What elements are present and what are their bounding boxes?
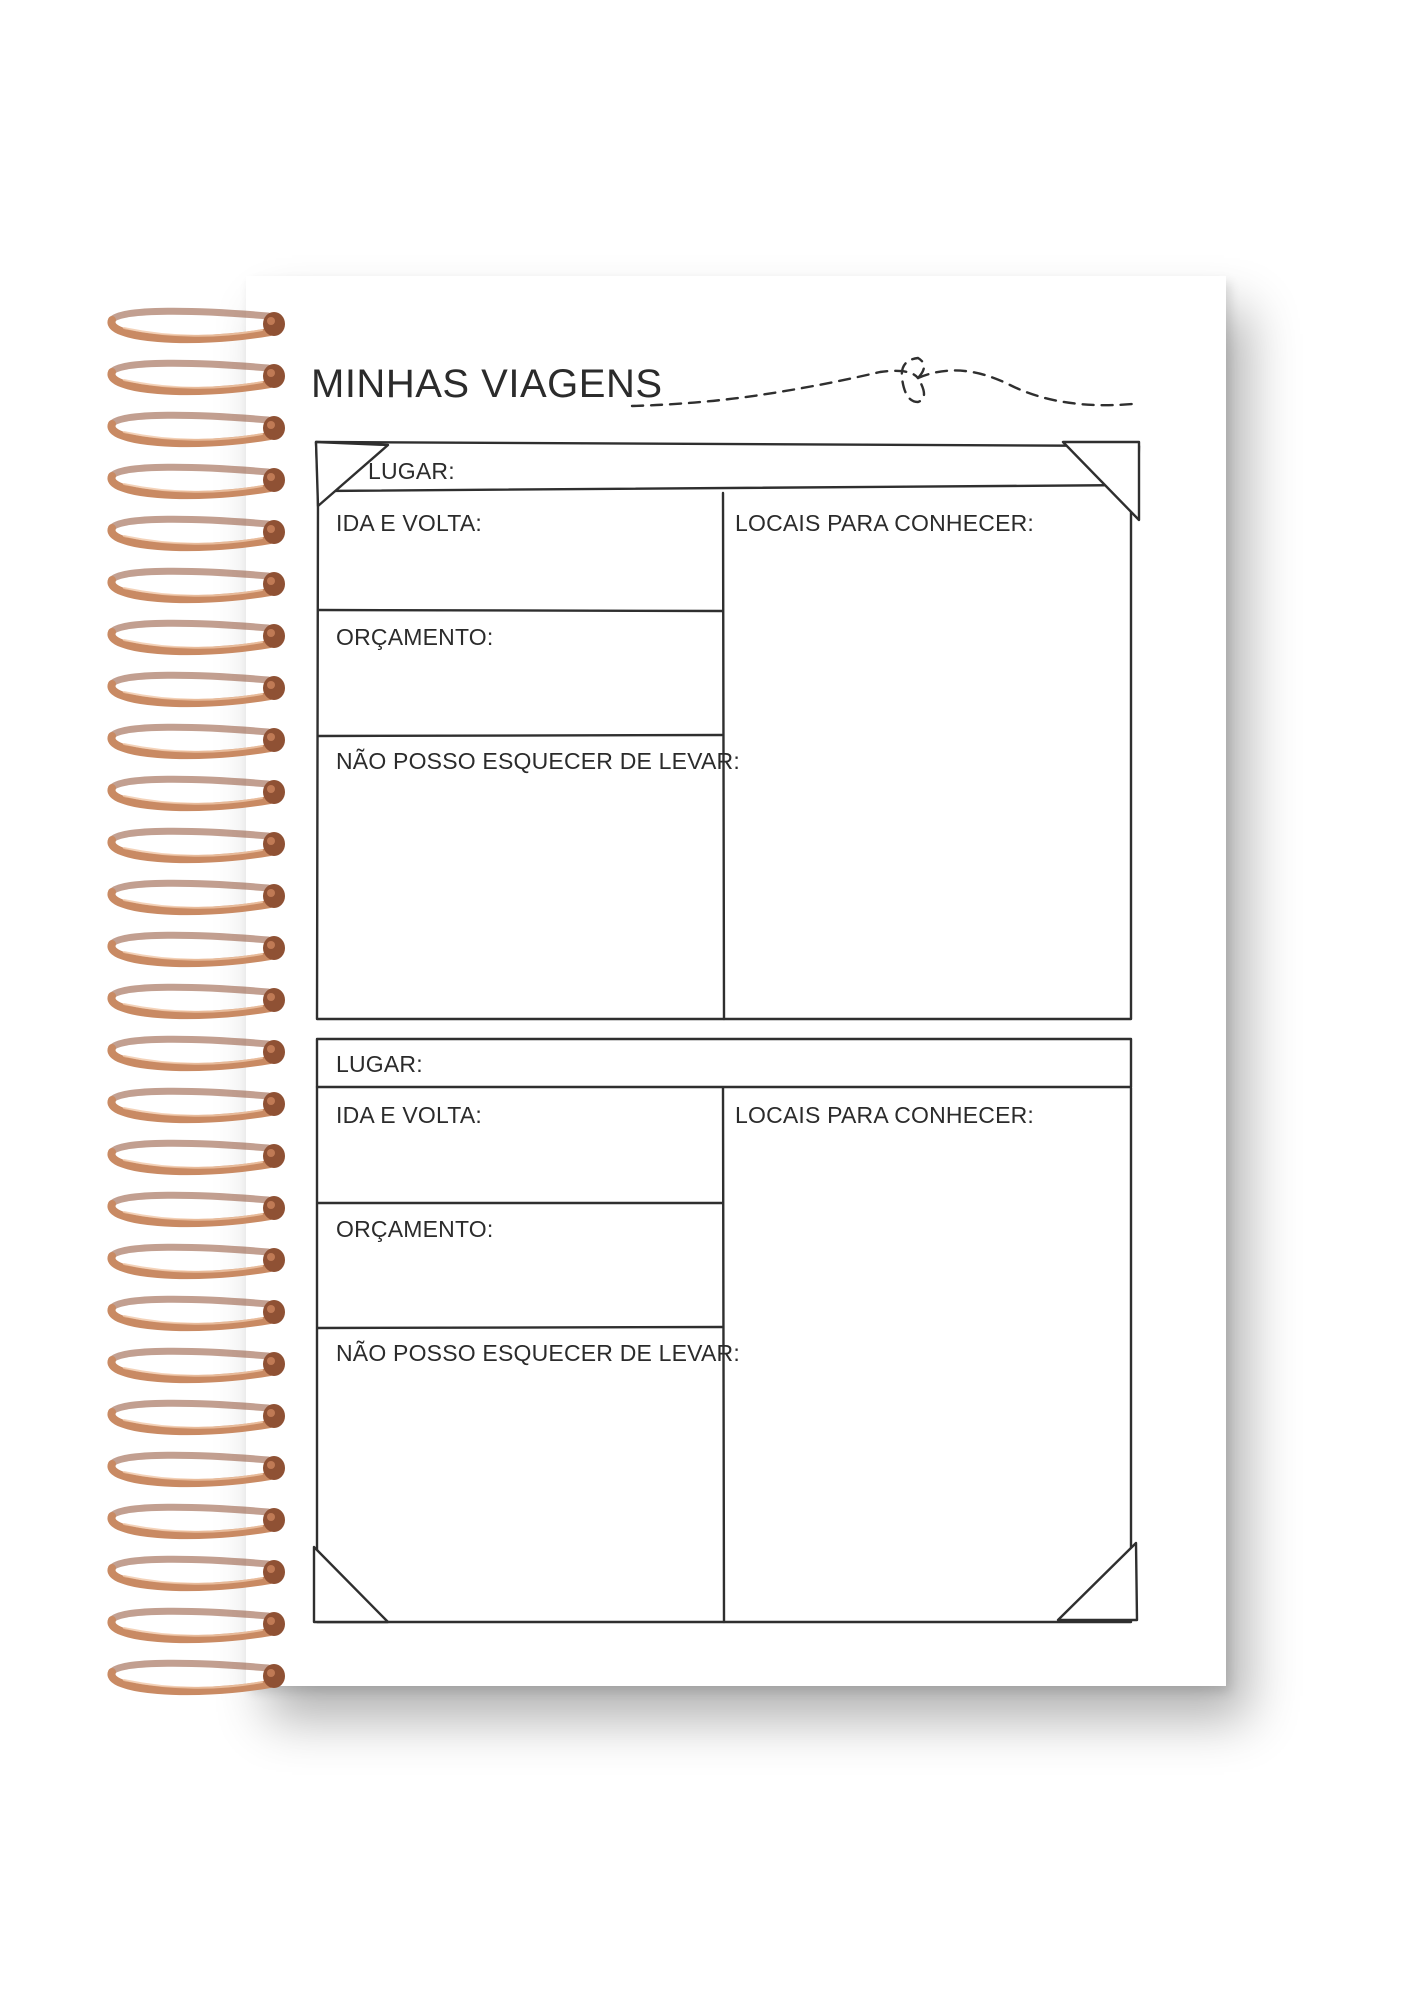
spiral-loop-back [112, 935, 268, 944]
places-to-visit-label: LOCAIS PARA CONHECER: [735, 1102, 1035, 1128]
photo-corner-icon [314, 1547, 388, 1622]
spiral-loop-back [112, 623, 268, 632]
spiral-hole [263, 1092, 285, 1116]
spiral-hole-highlight [267, 733, 275, 741]
spiral-hole-highlight [267, 1513, 275, 1521]
spiral-hole [263, 572, 285, 596]
spiral-hole [263, 728, 285, 752]
dont-forget-label: NÃO POSSO ESQUECER DE LEVAR: [336, 748, 740, 774]
spiral-hole-highlight [267, 1409, 275, 1417]
spiral-hole-highlight [267, 421, 275, 429]
spiral-loop-back [112, 831, 268, 840]
spiral-loop-back [112, 1663, 268, 1672]
spiral-loop-back [112, 987, 268, 996]
spiral-hole [263, 520, 285, 544]
spiral-loop-back [112, 363, 268, 372]
spiral-hole [263, 1196, 285, 1220]
place-label: LUGAR: [336, 1051, 423, 1077]
spiral-hole [263, 936, 285, 960]
spiral-hole-highlight [267, 837, 275, 845]
round-trip-label: IDA E VOLTA: [336, 510, 482, 536]
spiral-hole-highlight [267, 577, 275, 585]
photo-corner-icon [1063, 442, 1139, 520]
spiral-hole [263, 988, 285, 1012]
spiral-hole-highlight [267, 629, 275, 637]
spiral-hole [263, 780, 285, 804]
spiral-loop-back [112, 1351, 268, 1360]
spiral-hole-highlight [267, 1045, 275, 1053]
spiral-loop-back [112, 1455, 268, 1464]
spiral-hole [263, 416, 285, 440]
spiral-loop-back [112, 571, 268, 580]
spiral-binding-icon [111, 311, 285, 1691]
place-label: LUGAR: [368, 458, 455, 484]
spiral-loop-back [112, 1299, 268, 1308]
spiral-hole-highlight [267, 525, 275, 533]
spiral-hole-highlight [267, 1201, 275, 1209]
spiral-hole [263, 1612, 285, 1636]
spiral-loop-back [112, 1039, 268, 1048]
spiral-hole-highlight [267, 681, 275, 689]
spiral-hole [263, 1248, 285, 1272]
spiral-hole [263, 1040, 285, 1064]
spiral-hole-highlight [267, 1617, 275, 1625]
spiral-hole [263, 364, 285, 388]
spiral-loop-back [112, 311, 268, 320]
spiral-loop-back [112, 467, 268, 476]
spiral-hole [263, 1144, 285, 1168]
spiral-loop-back [112, 883, 268, 892]
spiral-hole-highlight [267, 1461, 275, 1469]
spiral-loop-back [112, 727, 268, 736]
spiral-loop-back [112, 1559, 268, 1568]
spiral-loop-back [112, 415, 268, 424]
spiral-hole [263, 1300, 285, 1324]
spiral-loop-back [112, 1195, 268, 1204]
spiral-hole [263, 312, 285, 336]
spiral-hole [263, 1404, 285, 1428]
spiral-loop-back [112, 1403, 268, 1412]
spiral-loop-back [112, 1091, 268, 1100]
spiral-hole-highlight [267, 1357, 275, 1365]
spiral-hole-highlight [267, 473, 275, 481]
spiral-hole-highlight [267, 1097, 275, 1105]
spiral-hole [263, 1352, 285, 1376]
spiral-hole [263, 832, 285, 856]
spiral-hole [263, 884, 285, 908]
spiral-hole-highlight [267, 1565, 275, 1573]
spiral-hole-highlight [267, 941, 275, 949]
spiral-hole-highlight [267, 1669, 275, 1677]
dont-forget-label: NÃO POSSO ESQUECER DE LEVAR: [336, 1340, 740, 1366]
spiral-loop-back [112, 1143, 268, 1152]
spiral-hole [263, 1508, 285, 1532]
budget-label: ORÇAMENTO: [336, 624, 494, 650]
spiral-loop-back [112, 1611, 268, 1620]
places-to-visit-label: LOCAIS PARA CONHECER: [735, 510, 1035, 536]
spiral-hole-highlight [267, 369, 275, 377]
spiral-hole [263, 1664, 285, 1688]
spiral-loop-back [112, 1507, 268, 1516]
spiral-hole-highlight [267, 1305, 275, 1313]
spiral-hole-highlight [267, 993, 275, 1001]
spiral-hole [263, 1560, 285, 1584]
photo-corner-icon [1058, 1543, 1137, 1620]
spiral-hole-highlight [267, 1149, 275, 1157]
page-title: MINHAS VIAGENS [311, 362, 663, 406]
spiral-hole [263, 468, 285, 492]
spiral-loop-back [112, 1247, 268, 1256]
spiral-hole [263, 624, 285, 648]
round-trip-label: IDA E VOLTA: [336, 1102, 482, 1128]
spiral-loop-back [112, 519, 268, 528]
spiral-hole-highlight [267, 1253, 275, 1261]
spiral-hole [263, 676, 285, 700]
spiral-hole-highlight [267, 317, 275, 325]
budget-label: ORÇAMENTO: [336, 1216, 494, 1242]
spiral-hole-highlight [267, 785, 275, 793]
dashed-path-icon [632, 358, 1132, 406]
spiral-loop-back [112, 779, 268, 788]
spiral-hole [263, 1456, 285, 1480]
spiral-hole-highlight [267, 889, 275, 897]
spiral-loop-back [112, 675, 268, 684]
